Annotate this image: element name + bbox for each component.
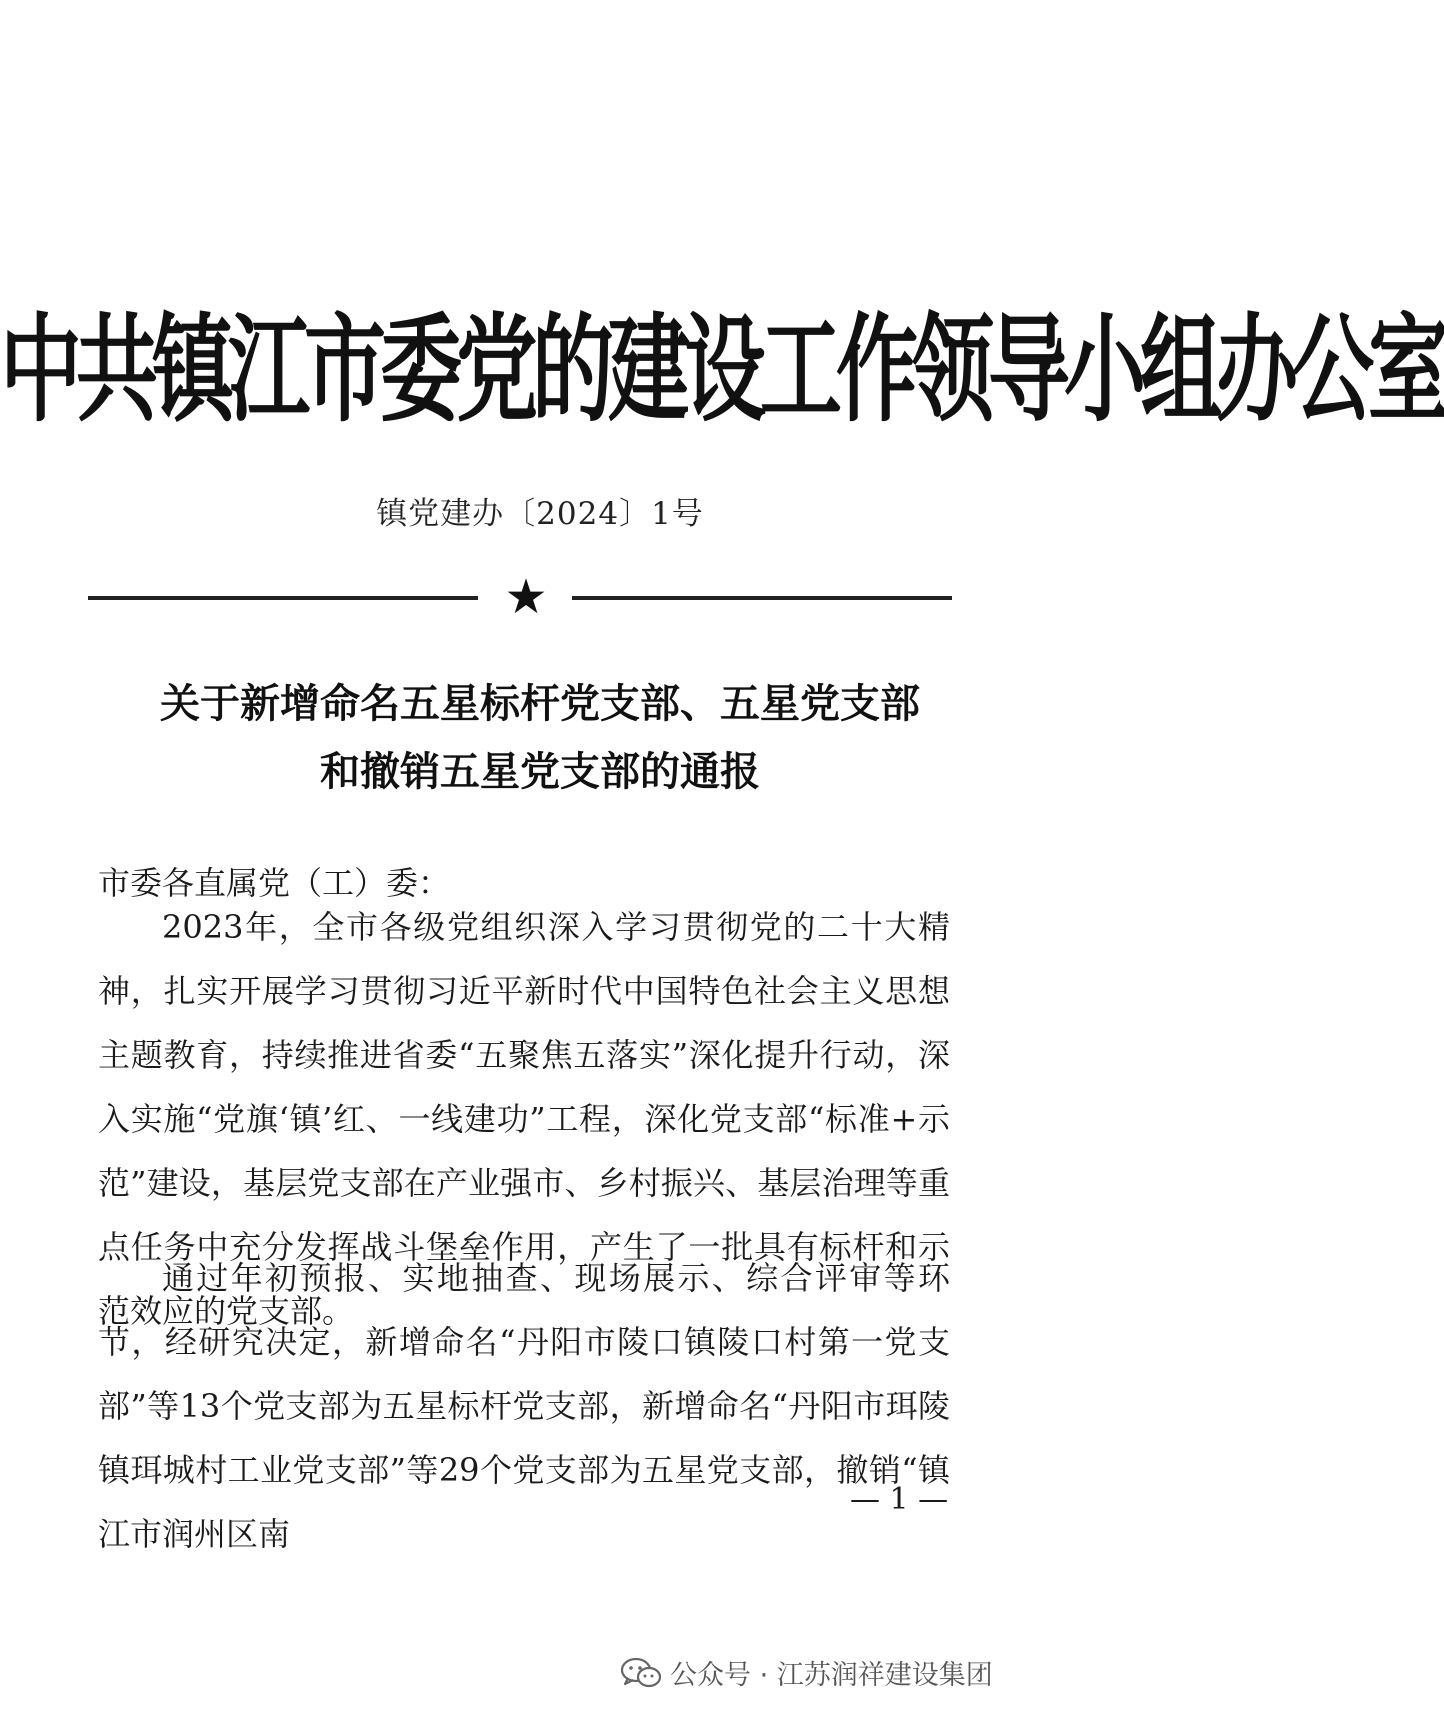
- issuing-office-title: 中共镇江市委党的建设工作领导小组办公室: [0, 303, 1444, 439]
- separator-line-left: [88, 596, 478, 600]
- star-icon: ★: [504, 569, 548, 625]
- notice-title: [0, 670, 1080, 806]
- notice-title-line-2: 和撤销五星党支部的通报: [320, 749, 760, 795]
- document-number: 镇党建办〔2024〕1号: [376, 496, 704, 532]
- body-paragraph-1: 2023年，全市各级党组织深入学习贯彻党的二十大精神，扎实开展学习贯彻习近平新时代中国特色社会主义思想主题教育，持续推进省委“五聚焦五落实”深化提升行动，深入实施“党旗‘镇’红、一线建功”工程，深化党支部“标准+示范”建设，基层党支部在产业强市、乡村振兴、基层治理等重点任务中充分发挥战斗堡垒作用，产生了一批具有标杆和示范效应的党支部。: [98, 908, 950, 1330]
- watermark-text: 公众号 · 江苏润祥建设集团: [670, 1660, 993, 1691]
- separator-line-right: [572, 596, 952, 600]
- notice-title-line-1: 关于新增命名五星标杆党支部、五星党支部: [160, 681, 920, 727]
- salutation: 市委各直属党（工）委：: [98, 864, 451, 902]
- page-number: — 1 —: [850, 1482, 949, 1517]
- watermark: [620, 1653, 993, 1692]
- body-paragraph-2: 通过年初预报、实地抽查、现场展示、综合评审等环节，经研究决定，新增命名“丹阳市陵口镇陵口村第一党支部”等13个党支部为五星标杆党支部，新增命名“丹阳市珥陵镇珥城村工业党支部”等29个党支部为五星党支部，撤销“镇江市润州区南: [98, 1259, 950, 1553]
- wechat-icon: [620, 1656, 662, 1690]
